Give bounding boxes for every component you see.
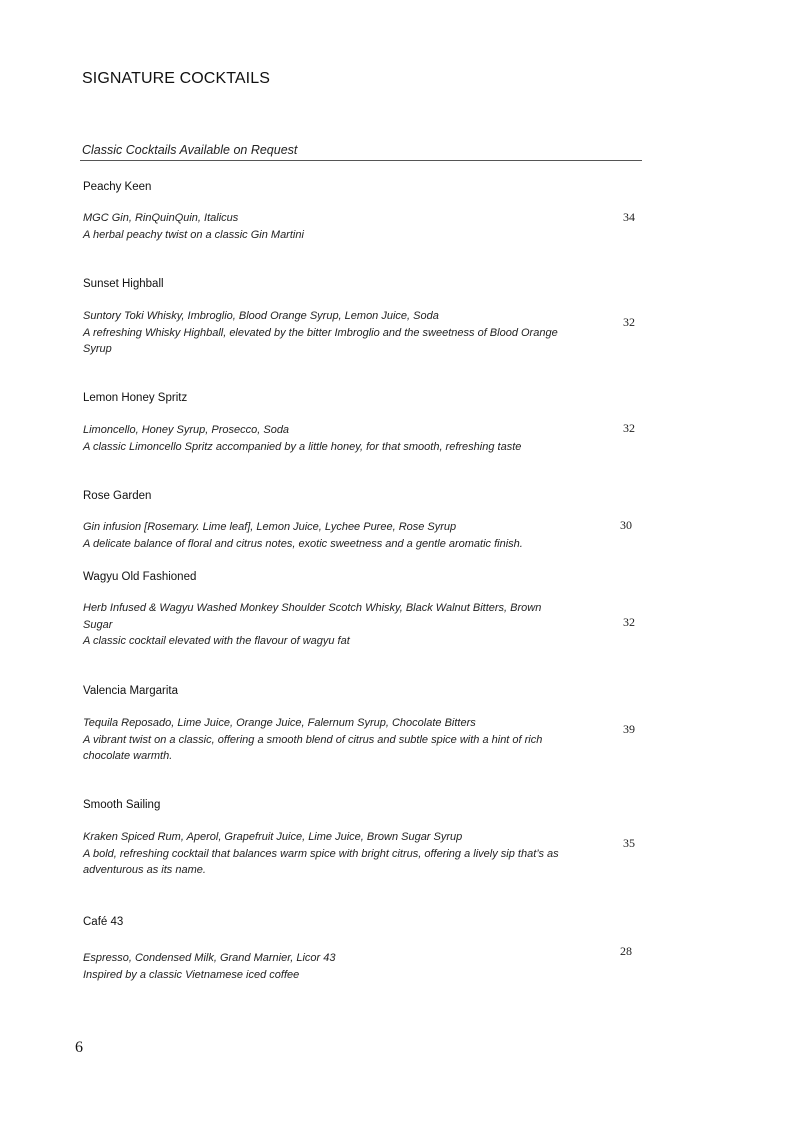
item-price: 34 — [623, 210, 635, 224]
item-name: Wagyu Old Fashioned — [83, 571, 197, 583]
item-description: A vibrant twist on a classic, offering a smooth blend of citrus and subtle spice with a hint of rich chocolate warmth. — [83, 733, 543, 762]
item-details — [83, 210, 583, 243]
item-ingredients: Gin infusion [Rosemary. Lime leaf], Lemon Juice, Lychee Puree, Rose Syrup — [83, 521, 457, 533]
item-name: Rose Garden — [83, 490, 152, 502]
item-description: Inspired by a classic Vietnamese iced coffee — [83, 968, 300, 981]
item-ingredients: Espresso, Condensed Milk, Grand Marnier, Licor 43 — [83, 952, 336, 964]
item-description: A refreshing Whisky Highball, elevated by the bitter Imbroglio and the sweetness of Blood Orange Syrup — [83, 326, 558, 355]
item-description: A delicate balance of floral and citrus notes, exotic sweetness and a gentle aromatic finish. — [83, 537, 523, 550]
menu-item-sunset-highball — [83, 276, 643, 355]
page-title: SIGNATURE COCKTAILS — [82, 70, 271, 87]
item-name: Peachy Keen — [83, 181, 152, 193]
item-name: Smooth Sailing — [83, 799, 161, 811]
item-ingredients: MGC Gin, RinQuinQuin, Italicus — [83, 212, 239, 224]
item-name: Valencia Margarita — [83, 685, 179, 697]
item-price: 35 — [623, 836, 635, 850]
menu-item-lemon-honey-spritz — [83, 390, 643, 453]
item-description: A classic Limoncello Spritz accompanied by a little honey, for that smooth, refreshing taste — [83, 440, 522, 453]
item-ingredients: Limoncello, Honey Syrup, Prosecco, Soda — [83, 424, 290, 436]
item-details — [83, 715, 573, 765]
item-price: 32 — [623, 315, 635, 329]
menu-item-peachy-keen — [83, 179, 643, 241]
item-ingredients: Tequila Reposado, Lime Juice, Orange Juice, Falernum Syrup, Chocolate Bitters — [83, 717, 476, 729]
item-description: A bold, refreshing cocktail that balances warm spice with bright citrus, offering a lively sip that’s as adventurous as its name. — [83, 847, 559, 876]
item-details — [83, 422, 583, 455]
item-name: Sunset Highball — [83, 278, 164, 290]
menu-item-valencia-margarita — [83, 683, 643, 762]
item-price: 28 — [620, 944, 632, 958]
item-ingredients: Suntory Toki Whisky, Imbroglio, Blood Orange Syrup, Lemon Juice, Soda — [83, 310, 439, 322]
item-price: 30 — [620, 518, 632, 532]
menu-item-cafe-43 — [83, 914, 643, 981]
menu-item-smooth-sailing — [83, 797, 643, 876]
item-details — [83, 519, 623, 552]
item-name: Lemon Honey Spritz — [83, 392, 188, 404]
menu-item-rose-garden — [83, 488, 643, 550]
item-name: Café 43 — [83, 916, 124, 928]
menu-subtitle: Classic Cocktails Available on Request — [82, 143, 298, 157]
item-ingredients: Herb Infused & Wagyu Washed Monkey Shoulder Scotch Whisky, Black Walnut Bitters, Brown Sugar — [83, 602, 542, 631]
item-price: 32 — [623, 421, 635, 435]
item-description: A classic cocktail elevated with the flavour of wagyu fat — [83, 635, 350, 647]
menu-item-wagyu-old-fashioned — [83, 569, 643, 647]
divider-rule — [80, 160, 642, 161]
item-price: 39 — [623, 722, 635, 736]
item-description: A herbal peachy twist on a classic Gin Martini — [83, 228, 304, 241]
item-price: 32 — [623, 615, 635, 629]
item-details — [83, 308, 583, 358]
item-details — [83, 950, 583, 983]
page-number: 6 — [75, 1039, 83, 1056]
item-details — [83, 829, 573, 879]
item-details — [83, 600, 553, 650]
item-ingredients: Kraken Spiced Rum, Aperol, Grapefruit Juice, Lime Juice, Brown Sugar Syrup — [83, 831, 463, 843]
